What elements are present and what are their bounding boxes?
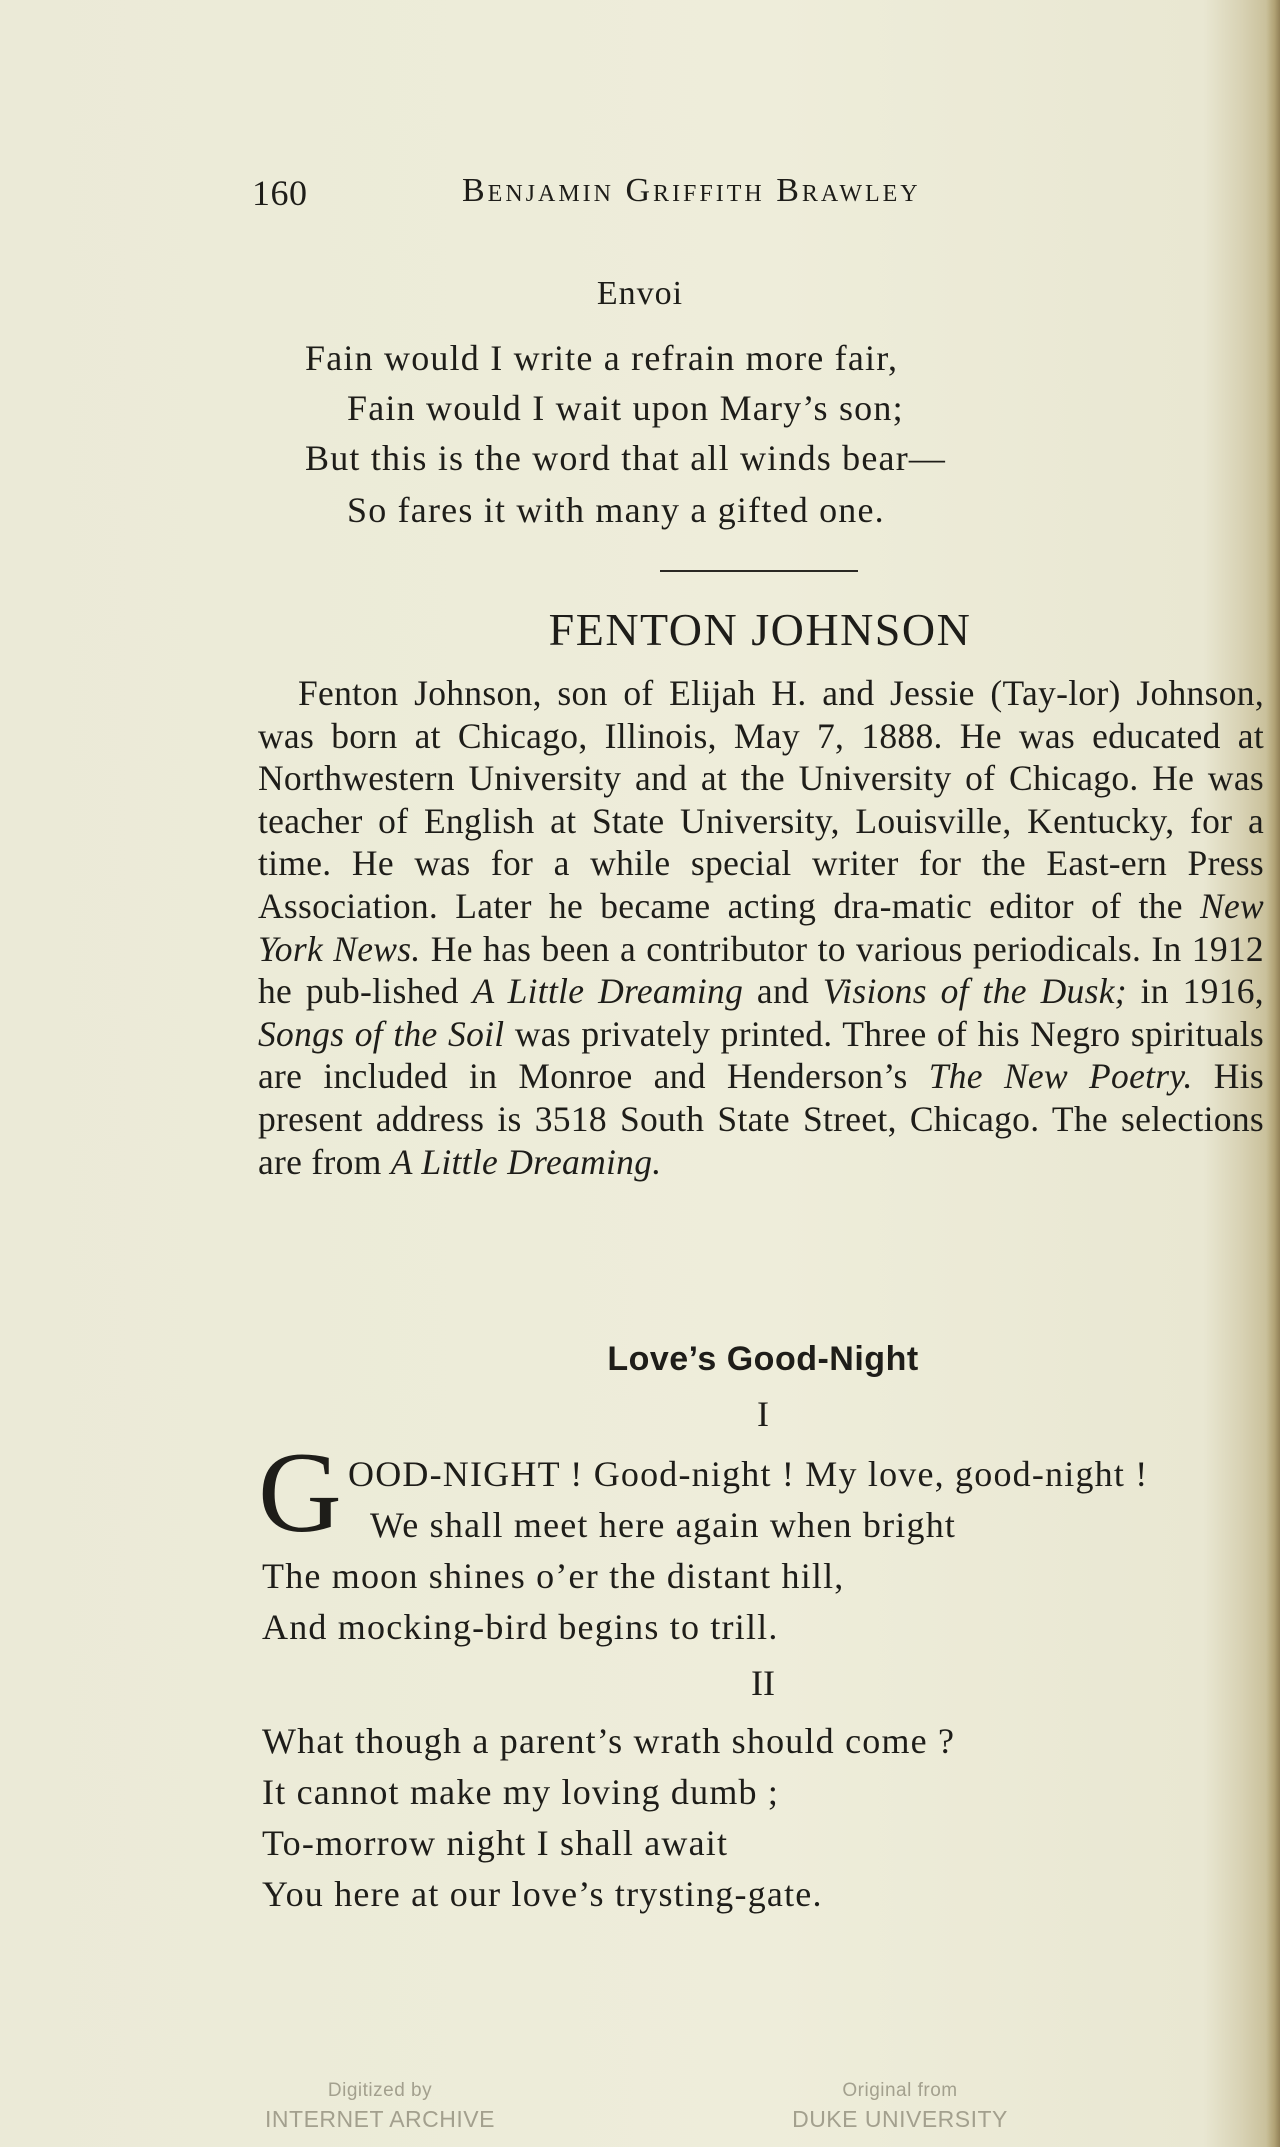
poem-line: OOD-NIGHT ! Good-night ! My love, good-night !: [348, 1454, 1149, 1494]
bio-italic-title: Visions of the Dusk;: [822, 971, 1127, 1012]
biography-paragraph: [258, 672, 1264, 1183]
page-number: 160: [252, 173, 308, 213]
poem-line: You here at our love’s trysting-gate.: [262, 1874, 823, 1914]
poem-title: Love’s Good-Night: [607, 1340, 919, 1378]
envoi-line: Fain would I wait upon Mary’s son;: [347, 388, 904, 428]
footer-label: Digitized by: [327, 2080, 433, 2101]
bio-text: and: [743, 971, 823, 1012]
poem-line: We shall meet here again when bright: [370, 1505, 957, 1545]
page-header: [252, 172, 1052, 222]
bio-italic-title: Songs of the Soil: [258, 1013, 505, 1054]
bio-italic-title: A Little Dreaming.: [390, 1141, 662, 1182]
envoi-title: Envoi: [596, 275, 684, 312]
poem-line: The moon shines o’er the distant hill,: [262, 1556, 845, 1596]
envoi-line: So fares it with many a gifted one.: [347, 490, 885, 530]
section-title: FENTON JOHNSON: [548, 604, 972, 655]
envoi-line: Fain would I write a refrain more fair,: [305, 338, 899, 378]
footer-label: Original from: [842, 2080, 958, 2101]
bio-italic-title: New York News.: [258, 885, 1264, 969]
footer-source: INTERNET ARCHIVE: [265, 2106, 495, 2132]
footer-source: DUKE UNIVERSITY: [792, 2106, 1008, 2132]
bio-text: Fenton Johnson, son of Elijah H. and Jessie (Tay-lor) Johnson, was born at Chicago, Illinois, May 7, 1888. He was educated at Northwestern University and at the University of Chicago. He was teacher of English at State University, Louisville, Kentucky, for a time. He was for a while special writer for the East-ern Press Association. Later he became acting dra-matic editor of the: [258, 673, 1264, 926]
page-edge-shadow: [1266, 0, 1280, 2147]
poem-line: To-morrow night I shall await: [262, 1823, 729, 1863]
poem-line: What though a parent’s wrath should come ?: [262, 1721, 956, 1761]
running-head: Benjamin Griffith Brawley: [462, 172, 921, 209]
bio-text: He has been a contributor to various periodicals. In 1912 he pub-lished: [258, 928, 1264, 1012]
footer-digitized-by: [260, 2080, 500, 2133]
drop-cap: G: [258, 1429, 342, 1557]
stanza-number: II: [751, 1663, 775, 1703]
bio-text: in 1916,: [1126, 971, 1264, 1012]
envoi-line: But this is the word that all winds bear—: [305, 438, 947, 478]
poem-line: It cannot make my loving dumb ;: [262, 1772, 780, 1812]
footer-original-from: [780, 2080, 1020, 2133]
poem-line: And mocking-bird begins to trill.: [262, 1607, 779, 1647]
section-divider: [660, 570, 858, 572]
bio-italic-title: A Little Dreaming: [472, 971, 744, 1012]
bio-italic-title: The New Poetry.: [928, 1056, 1193, 1097]
bio-text: His present address is 3518 South State Street, Chicago. The selections are from: [258, 1056, 1265, 1182]
bio-text: was privately printed. Three of his Negro spirituals are included in Monroe and Henderson’s: [258, 1013, 1265, 1097]
stanza-number: I: [757, 1394, 769, 1434]
